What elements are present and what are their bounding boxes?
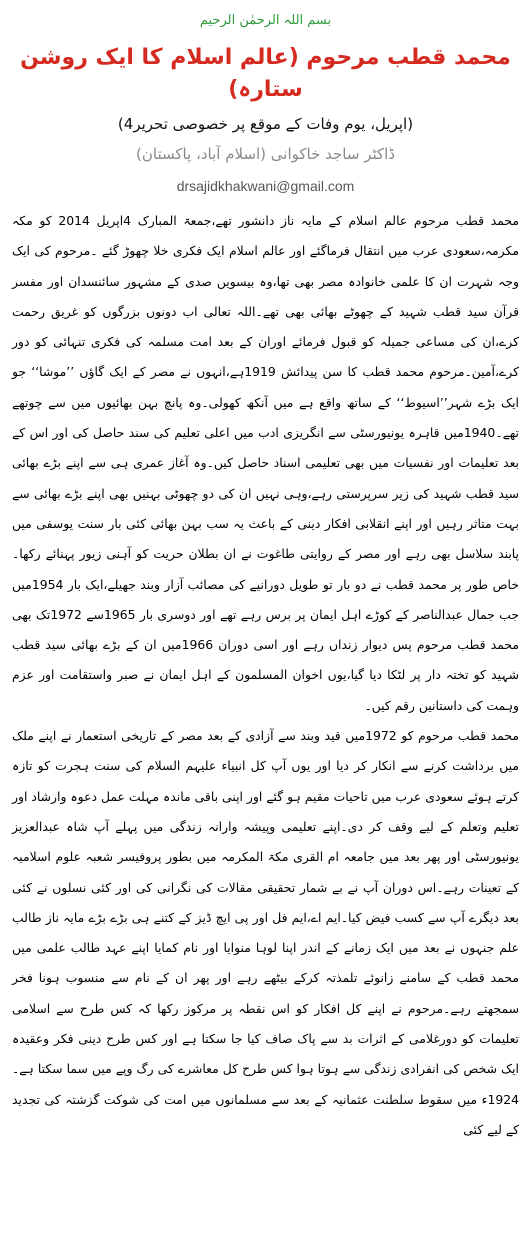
article-paragraph-2: محمد قطب مرحوم کو 1972میں قید وبند سے آزادی کے بعد مصر کے تاریخی استعمار نے اپنے ملک میں برداشت کرنے سے انکار کر دیا اور یوں آپ کل انبیاء علیہم السلام کی سنت ہجرت کو تازہ کرتے ہوئے سعودی عرب میں تاحیات مقیم ہو گئے اور اپنی باقی ماندہ مہلت عمل دعوہ وارشاد اور تعلیم وتعلم کے لیے وقف کر دی۔اپنے تعلیمی وپیشہ وارانہ زندگی میں پہلے آپ شاہ عبدالعزیز یونیورسٹی اور پھر بعد میں جامعہ ام القری مکۃ المکرمہ میں بطور پروفیسر شعبہ علوم اسلامیہ کے تعینات رہے۔اس دوران آپ نے بے شمار تحقیقی مقالات کی نگرانی کی اور کئی نسلوں نے کئی بعد دیگرے آپ سے کسب فیض کیا۔ایم اے،ایم فل اور پی ایچ ڈیز کے کتنے ہی بڑے بڑے مایہ ناز طالب علم جنہوں نے بعد میں ایک زمانے کے اندر اپنا لوہا منوایا اور نام کمایا اپنے عہد طالب علمی میں محمد قطب کے سامنے زانوئے تلمذتہ کرکے بیٹھے رہے اور پھر ان کے نام سے منسوب ہونا فخر سمجھتے رہے۔مرحوم نے اپنے کل افکار کو اس نقطہ پر مرکوز رکھا کہ کس طرح سے اسلامی تعلیمات کو دورغلامی کے اثرات بد سے پاک صاف کیا جا سکتا ہے اور کس طرح دینی فکر وعقیدہ ایک شخص کی انفرادی زندگی سے ہوتا ہوا کس طرح کل معاشرے کی رگ وپے میں سما سکتا ہے۔1924ء میں سقوط سلطنت عثمانیہ کے بعد سے مسلمانوں میں امت کی شوکت گزشتہ کی تجدید کے لیے کئی bbox=[12, 728, 519, 1137]
article-title: محمد قطب مرحوم (عالم اسلام کا ایک روشن ستارہ) bbox=[20, 45, 511, 102]
article-subtitle: (4اپریل، یوم وفات کے موقع پر خصوصی تحریر) bbox=[117, 115, 414, 133]
author-email: drsajidkhakwani@gmail.com bbox=[176, 178, 355, 194]
article-paragraph-1: محمد قطب مرحوم عالم اسلام کے مایہ ناز دانشور تھے،جمعۃ المبارک 4اپریل 2014 کو مکہ مکرمہ،سعودی عرب میں انتقال فرماگئے اور عالم اسلام ایک فکری خلا چھوڑ گئے ۔مرحوم کی ایک وجہ شہرت ان کا علمی خانوادہ مصر بھی تھا،وہ بیسویں صدی کے مشہور سائنسدان اور مفسر قرآن سید قطب شہید کے چھوٹے بھائی بھی تھے۔اللہ تعالی اب دونوں بزرگوں کو غریق رحمت کرے،ان کی مساعی جمیلہ کو قبول فرمائے اوران کے بعد امت مسلمہ کی فکری تنہائی کو دور کرے،آمین۔مرحوم محمد قطب کا سن پیدائش 1919ہے،انہوں نے مصر کے ایک گاؤں ’’موشا‘‘ جو ایک بڑے شہر’’اسیوط‘‘ کے ساتھ واقع ہے میں آنکھ کھولی۔وہ پانچ بہن بھائیوں میں سے چوتھے تھے۔1940میں قاہرہ یونیورسٹی سے انگریزی ادب میں اعلی تعلیم کی سند حاصل کی اور اس کے بعد تعلیمات اور نفسیات میں بھی تعلیمی اسناد حاصل کیں۔وہ آغاز عمری ہی سے اپنے بڑے بھائی سید قطب شہید کی زیر سرپرستی رہے،وہی نہیں ان کی دو چھوٹی بہنیں بھی اپنے بڑے بھائی سے بہت متاثر رہیں اور اپنے انقلابی افکار دینی کے باعث یہ سب بہن بھائی کئی بار سنت یوسفی میں پابند سلاسل بھی رہے اور مصر کے روایتی طاغوت نے ان بطلان حریت کو آہنی زیور پہنائے رکھا۔خاص طور پر محمد قطب نے دو بار تو طویل دورانیے کی مصائب آزار وبند جھیلے،ایک بار 1954میں جب جمال عبدالناصر کے کوڑے اہل ایمان پر برس رہے تھے اور دوسری بار 1965سے 1972تک بھی محمد قطب مرحوم پس دیوار زنداں رہے اور اسی دوران 1966میں ان کے بڑے بھائی سید قطب شہید کو تختہ دار پر لٹکا دیا گیا،یوں اخوان المسلمون کے اہل ایمان نے صبر واستقامت اور عزم وہمت کی داستانیں رقم کیں۔ bbox=[12, 213, 520, 713]
author-name: ڈاکٹر ساجد خاکوانی (اسلام آباد، پاکستان) bbox=[136, 145, 395, 163]
basmala: بسم اللہ الرحمٰن الرحیم bbox=[199, 13, 332, 28]
article-body bbox=[12, 206, 519, 1145]
